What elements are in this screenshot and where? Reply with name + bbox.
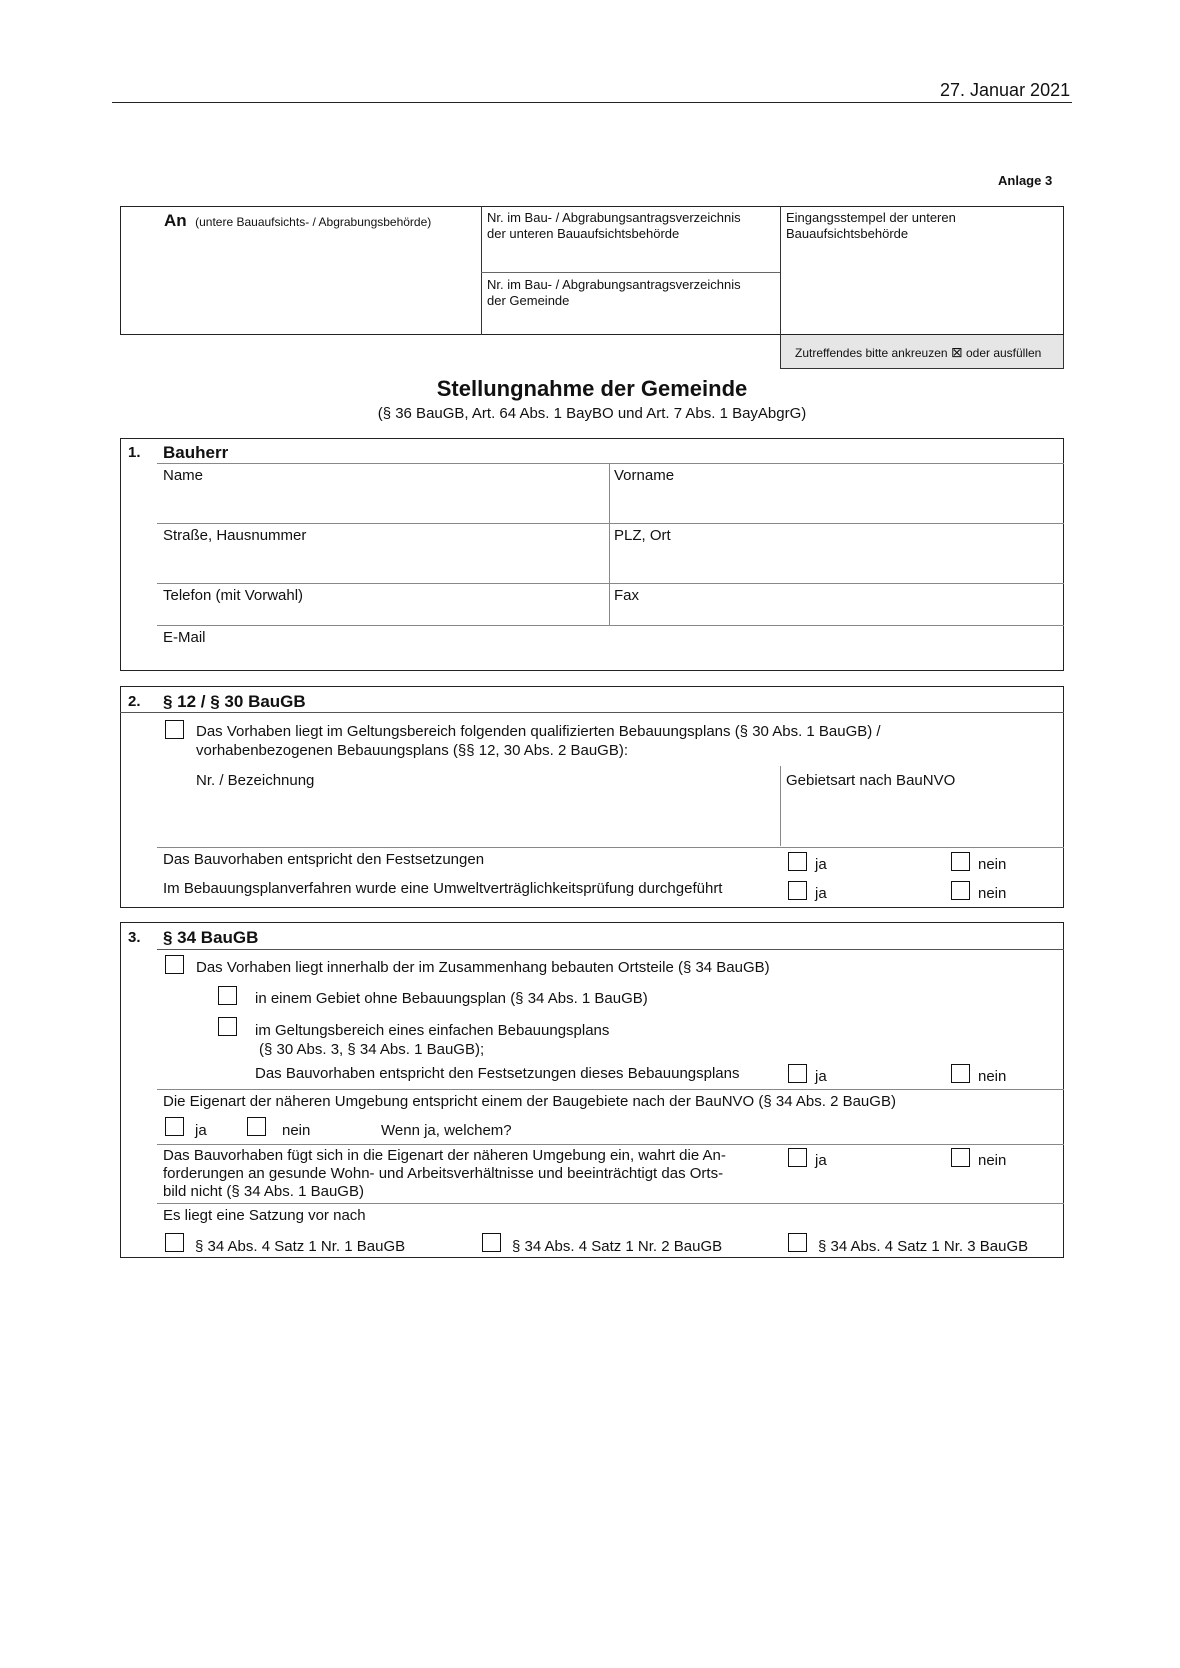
section-1-heading: Bauherr: [163, 443, 229, 462]
s3-opt2-ja-label: ja: [815, 1068, 827, 1085]
s3-rule-3: [157, 1203, 1064, 1204]
gebietsart-label: Gebietsart nach BauNVO: [786, 772, 956, 789]
stempel-line1: Eingangsstempel der unteren: [786, 210, 956, 225]
form-title-block: [120, 376, 1064, 422]
name-field[interactable]: [158, 464, 608, 522]
vorname-label: Vorname: [614, 467, 675, 484]
s2-q2-ja-checkbox[interactable]: [788, 881, 807, 900]
satzung-nr1-checkbox[interactable]: [165, 1233, 184, 1252]
s3-eigenart-nein-label: nein: [282, 1122, 311, 1139]
innenbereich-checkbox[interactable]: [165, 955, 184, 974]
section-1-number: 1.: [128, 444, 141, 461]
s3-eigenart-ja-label: ja: [195, 1122, 207, 1139]
s3-eigenart-text: Die Eigenart der näheren Umgebung entspricht einem der Baugebiete nach der BauNVO (§ 34 Abs. 2 BauGB): [163, 1093, 896, 1110]
header-rule: [112, 102, 1072, 103]
s2-q1-ja-checkbox[interactable]: [788, 852, 807, 871]
s3-opt2-nein-checkbox[interactable]: [951, 1064, 970, 1083]
s3-opt1: in einem Gebiet ohne Bebauungsplan (§ 34 Abs. 1 BauGB): [255, 990, 648, 1007]
checked-box-icon: ⊠: [950, 344, 963, 360]
s2-col-divider: [780, 766, 781, 846]
eingangsstempel-field: [786, 210, 1061, 330]
nr-divider: [481, 272, 780, 273]
s3-fuegt-nein-label: nein: [978, 1152, 1007, 1169]
name-label: Name: [163, 467, 204, 484]
nr-bezeichnung-field[interactable]: [192, 768, 777, 844]
section-3-heading: § 34 BauGB: [163, 928, 259, 947]
anlage-label: Anlage 3: [998, 173, 1053, 188]
nr-bau-line2: der unteren Bauaufsichtsbehörde: [487, 226, 680, 241]
form-title: Stellungnahme der Gemeinde: [436, 376, 748, 401]
section-2-number: 2.: [128, 693, 141, 710]
fax-label: Fax: [614, 587, 640, 604]
stempel-line2: Bauaufsichtsbehörde: [786, 226, 909, 241]
s3-fuegt-nein-checkbox[interactable]: [951, 1148, 970, 1167]
fax-field[interactable]: [610, 584, 1062, 624]
nr-bezeichnung-label: Nr. / Bezeichnung: [196, 772, 315, 789]
section-3-number: 3.: [128, 929, 141, 946]
s3-opt2-line2: (§ 30 Abs. 3, § 34 Abs. 1 BauGB);: [259, 1041, 485, 1058]
telefon-field[interactable]: [158, 584, 608, 624]
nr-gem-line2: der Gemeinde: [487, 293, 570, 308]
plz-label: PLZ, Ort: [614, 527, 671, 544]
s3-wenn-ja-label: Wenn ja, welchem?: [381, 1122, 512, 1139]
s2-q2-text: Im Bebauungsplanverfahren wurde eine Umweltverträglichkeitsprüfung durchgeführt: [163, 880, 723, 897]
einfacher-bebauungsplan-checkbox[interactable]: [218, 1017, 237, 1036]
nr-gemeinde-field[interactable]: [487, 277, 777, 332]
nr-bau-field[interactable]: [487, 210, 777, 270]
nr-bau-line1: Nr. im Bau- / Abgrabungsantragsverzeichnis: [487, 210, 741, 225]
s3-fuegt-line1: Das Bauvorhaben fügt sich in die Eigenart der näheren Umgebung ein, wahrt die An-: [163, 1147, 726, 1164]
qualified-plan-checkbox[interactable]: [165, 720, 184, 739]
address-divider: [481, 206, 482, 335]
strasse-label: Straße, Hausnummer: [163, 527, 307, 544]
plz-ort-field[interactable]: [610, 524, 1062, 582]
s3-rule-0: [157, 949, 1064, 950]
satzung-nr1-label: § 34 Abs. 4 Satz 1 Nr. 1 BauGB: [195, 1238, 406, 1255]
s3-fuegt-text: [163, 1147, 726, 1201]
s3-fuegt-ja-checkbox[interactable]: [788, 1148, 807, 1167]
vorname-field[interactable]: [610, 464, 1062, 522]
an-field[interactable]: [164, 211, 431, 231]
s3-fuegt-ja-label: ja: [815, 1152, 827, 1169]
email-label: E-Mail: [163, 629, 206, 646]
s2-q2-nein-checkbox[interactable]: [951, 881, 970, 900]
s2-q2-ja-label: ja: [815, 885, 827, 902]
s3-opt2-question: Das Bauvorhaben entspricht den Festsetzungen dieses Bebauungsplans: [255, 1065, 740, 1082]
an-label: An: [164, 211, 187, 230]
fill-hint-b: oder ausfüllen: [965, 346, 1042, 360]
s2-intro-line2: vorhabenbezogenen Bebauungsplans (§§ 12, 30 Abs. 2 BauGB):: [196, 742, 628, 759]
email-field[interactable]: [158, 626, 1062, 669]
telefon-label: Telefon (mit Vorwahl): [163, 587, 304, 604]
s2-rule-1: [157, 847, 1064, 848]
s3-rule-1: [157, 1089, 1064, 1090]
s3-rule-2: [157, 1144, 1064, 1145]
s3-fuegt-line2: forderungen an gesunde Wohn- und Arbeitsverhältnisse und beeinträchtigt das Orts-: [163, 1165, 724, 1182]
s2-q1-ja-label: ja: [815, 856, 827, 873]
s3-fuegt-line3: bild nicht (§ 34 Abs. 1 BauGB): [163, 1183, 364, 1200]
satzung-nr3-checkbox[interactable]: [788, 1233, 807, 1252]
fill-hint-a: Zutreffendes bitte ankreuzen: [795, 346, 948, 360]
s2-q1-text: Das Bauvorhaben entspricht den Festsetzungen: [163, 851, 485, 868]
nr-gem-line1: Nr. im Bau- / Abgrabungsantragsverzeichnis: [487, 277, 741, 292]
s3-intro: Das Vorhaben liegt innerhalb der im Zusammenhang bebauten Ortsteile (§ 34 BauGB): [196, 959, 770, 976]
fill-hint-box: [780, 335, 1064, 369]
s3-eigenart-ja-checkbox[interactable]: [165, 1117, 184, 1136]
s3-satzung-text: Es liegt eine Satzung vor nach: [163, 1207, 366, 1224]
satzung-nr3-label: § 34 Abs. 4 Satz 1 Nr. 3 BauGB: [818, 1238, 1029, 1255]
form-subtitle: (§ 36 BauGB, Art. 64 Abs. 1 BayBO und Art. 7 Abs. 1 BayAbgrG): [377, 405, 807, 422]
an-sub: (untere Bauaufsichts- / Abgrabungsbehörde): [195, 215, 432, 229]
s2-intro: [196, 722, 881, 760]
s2-q1-nein-checkbox[interactable]: [951, 852, 970, 871]
s3-opt2-ja-checkbox[interactable]: [788, 1064, 807, 1083]
section-2-heading: § 12 / § 30 BauGB: [163, 692, 306, 711]
s3-opt2-line1: im Geltungsbereich eines einfachen Bebauungsplans: [255, 1022, 610, 1039]
s3-opt2: [255, 1021, 609, 1059]
satzung-nr2-checkbox[interactable]: [482, 1233, 501, 1252]
baugebiet-input[interactable]: [530, 1118, 1060, 1140]
gebietsart-field[interactable]: [782, 768, 1062, 844]
ohne-bebauungsplan-checkbox[interactable]: [218, 986, 237, 1005]
fill-hint-text: [795, 344, 1041, 361]
s2-intro-line1: Das Vorhaben liegt im Geltungsbereich folgenden qualifizierten Bebauungsplans (§ 30 Abs. 1 BauGB) /: [196, 723, 881, 740]
s3-eigenart-nein-checkbox[interactable]: [247, 1117, 266, 1136]
satzung-nr2-label: § 34 Abs. 4 Satz 1 Nr. 2 BauGB: [512, 1238, 723, 1255]
document-date: 27. Januar 2021: [940, 80, 1071, 100]
s2-q1-nein-label: nein: [978, 856, 1007, 873]
s2-q2-nein-label: nein: [978, 885, 1007, 902]
s3-opt2-nein-label: nein: [978, 1068, 1007, 1085]
s2-rule-0: [120, 712, 1064, 713]
strasse-field[interactable]: [158, 524, 608, 582]
